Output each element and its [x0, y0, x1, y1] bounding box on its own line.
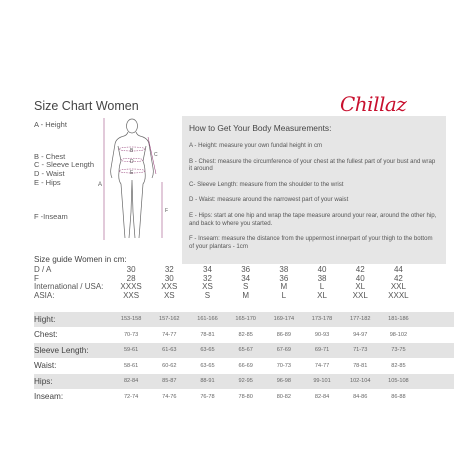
- brand-logo: Chillaz: [340, 92, 407, 116]
- label-height: A - Height: [34, 120, 67, 129]
- table-cell: 28: [126, 273, 136, 283]
- page-title: Size Chart Women: [34, 99, 139, 113]
- table-cell: 78-81: [200, 331, 215, 338]
- size-guide-title: Size guide Women in cm:: [34, 255, 127, 264]
- table-cell: 40: [355, 273, 365, 283]
- table-cell: 40: [317, 265, 327, 274]
- table-cell: 32: [164, 265, 174, 274]
- table-cell: 63-65: [200, 362, 215, 369]
- measurement-instructions: [182, 116, 446, 264]
- table-cell: 70-73: [123, 331, 139, 338]
- table-row: [34, 292, 454, 301]
- table-cell: 38: [317, 273, 327, 283]
- table-cell: XXS: [161, 282, 178, 291]
- table-cell: 177-182: [349, 316, 371, 323]
- table-cell: 71-73: [353, 347, 368, 354]
- table-cell: XS: [163, 290, 175, 300]
- table-cell: 65-67: [238, 347, 253, 354]
- table-cell: XXS: [123, 290, 140, 300]
- table-cell: S: [242, 282, 249, 291]
- table-cell: 82-84: [314, 393, 330, 400]
- table-cell: XXXS: [120, 282, 142, 291]
- table-cell: 88-91: [200, 378, 215, 385]
- mark-f: F: [165, 208, 169, 214]
- instruction-sleeve: C- Sleeve Length: measure from the shoulder to the wrist: [189, 180, 344, 188]
- label-hips: E - Hips: [34, 178, 61, 187]
- table-cell: 63-65: [200, 347, 215, 354]
- row-label: Inseam:: [34, 392, 64, 402]
- instruction-waist: D - Waist: measure around the narrowest part of your waist: [189, 196, 349, 204]
- table-cell: 78-81: [353, 362, 368, 369]
- table-cell: 84-86: [353, 393, 368, 400]
- table-cell: 90-93: [314, 331, 330, 338]
- table-cell: 80-82: [276, 393, 291, 400]
- row-label: Hight:: [34, 314, 56, 324]
- row-label: Waist:: [34, 361, 57, 371]
- measurement-table: [34, 311, 454, 404]
- label-inseam: F -Inseam: [34, 212, 68, 221]
- table-cell: 82-84: [123, 378, 139, 385]
- table-cell: 34: [241, 273, 251, 283]
- table-row: [34, 358, 454, 374]
- table-cell: 36: [279, 273, 289, 283]
- table-row: [34, 342, 454, 358]
- table-cell: 92-95: [238, 378, 253, 385]
- table-cell: 82-85: [391, 362, 406, 369]
- row-label: ASIA:: [34, 290, 55, 300]
- label-sleeve: C - Sleeve Length: [34, 160, 95, 169]
- table-cell: 42: [393, 273, 403, 283]
- table-cell: 58-61: [123, 362, 139, 369]
- table-row: [34, 373, 454, 389]
- table-cell: 34: [203, 265, 212, 274]
- table-cell: 173-178: [311, 316, 333, 323]
- table-cell: 86-89: [276, 331, 291, 338]
- row-label: D / A: [34, 265, 52, 274]
- table-cell: 74-77: [314, 362, 330, 369]
- table-cell: 99-101: [313, 378, 331, 385]
- table-cell: 30: [126, 265, 136, 274]
- row-label: Hips:: [34, 376, 53, 386]
- table-cell: 59-61: [123, 347, 139, 354]
- table-cell: 69-71: [314, 347, 330, 354]
- mark-d: D: [130, 159, 134, 165]
- table-cell: 96-98: [276, 378, 291, 385]
- table-row: [34, 311, 454, 327]
- table-cell: 36: [241, 265, 251, 274]
- table-cell: 61-63: [162, 347, 177, 354]
- table-cell: XXL: [390, 282, 406, 291]
- mark-e: E: [130, 170, 134, 176]
- table-cell: 73-75: [391, 347, 406, 354]
- mark-b: B: [130, 148, 134, 154]
- table-cell: 169-174: [273, 316, 295, 323]
- table-cell: 44: [393, 265, 403, 274]
- table-cell: 94-97: [353, 331, 368, 338]
- instructions-title: How to Get Your Body Measurements:: [189, 123, 332, 133]
- mark-a: A: [98, 182, 103, 188]
- table-cell: M: [242, 290, 249, 300]
- table-cell: 30: [164, 273, 174, 283]
- table-cell: 76-78: [200, 393, 215, 400]
- instruction-inseam: F - Inseam: measure the distance from the uppermost innerpart of your thigh to the bottom of your plantars - 1cm: [189, 235, 433, 250]
- table-cell: 74-76: [162, 393, 177, 400]
- label-chest: B - Chest: [34, 152, 66, 161]
- row-label: F: [34, 273, 39, 283]
- instruction-hips: E - Hips: start at one hip and wrap the tape measure around your rear, around the other hip, and back to where you started.: [189, 211, 437, 227]
- table-cell: XL: [355, 282, 366, 291]
- table-cell: 102-104: [349, 378, 371, 385]
- table-cell: L: [319, 282, 325, 291]
- table-cell: 82-85: [238, 331, 253, 338]
- label-waist: D - Waist: [34, 169, 65, 178]
- table-cell: S: [204, 290, 211, 300]
- table-cell: 74-77: [162, 331, 177, 338]
- table-cell: 153-158: [120, 316, 142, 323]
- table-cell: 105-108: [388, 378, 409, 385]
- instruction-height: A - Height: measure your own fundal height in cm: [189, 142, 323, 149]
- table-cell: XXXL: [388, 290, 409, 300]
- table-cell: 86-88: [391, 393, 406, 400]
- table-cell: 67-69: [276, 347, 291, 354]
- table-cell: 98-102: [389, 331, 408, 338]
- table-row: [34, 327, 454, 343]
- table-cell: L: [281, 290, 287, 300]
- table-cell: 70-73: [276, 362, 291, 369]
- table-cell: 38: [279, 265, 289, 274]
- instruction-chest: B - Chest: measure the circumference of your chest at the fullest part of your bust and wrap it around: [189, 157, 436, 173]
- table-cell: M: [280, 282, 288, 291]
- table-row: [34, 389, 454, 405]
- row-label: Sleeve Length:: [34, 345, 89, 355]
- table-cell: 78-80: [238, 393, 253, 400]
- row-label: Chest:: [34, 330, 58, 340]
- table-cell: 161-166: [197, 316, 218, 323]
- table-cell: XS: [202, 282, 213, 291]
- row-label: International / USA:: [34, 282, 104, 291]
- table-cell: 32: [203, 273, 212, 283]
- table-cell: 72-74: [123, 393, 139, 400]
- table-cell: 165-170: [235, 316, 256, 323]
- body-figure: [96, 116, 176, 246]
- table-cell: 181-186: [388, 316, 409, 323]
- table-cell: XL: [317, 290, 327, 300]
- table-cell: XXL: [352, 290, 368, 300]
- table-cell: 66-69: [238, 362, 253, 369]
- size-conversion-table: [34, 266, 454, 300]
- table-cell: 157-162: [159, 316, 180, 323]
- mark-c: C: [154, 152, 158, 158]
- table-cell: 60-62: [162, 362, 177, 369]
- table-cell: 42: [355, 265, 365, 274]
- table-cell: 85-87: [162, 378, 177, 385]
